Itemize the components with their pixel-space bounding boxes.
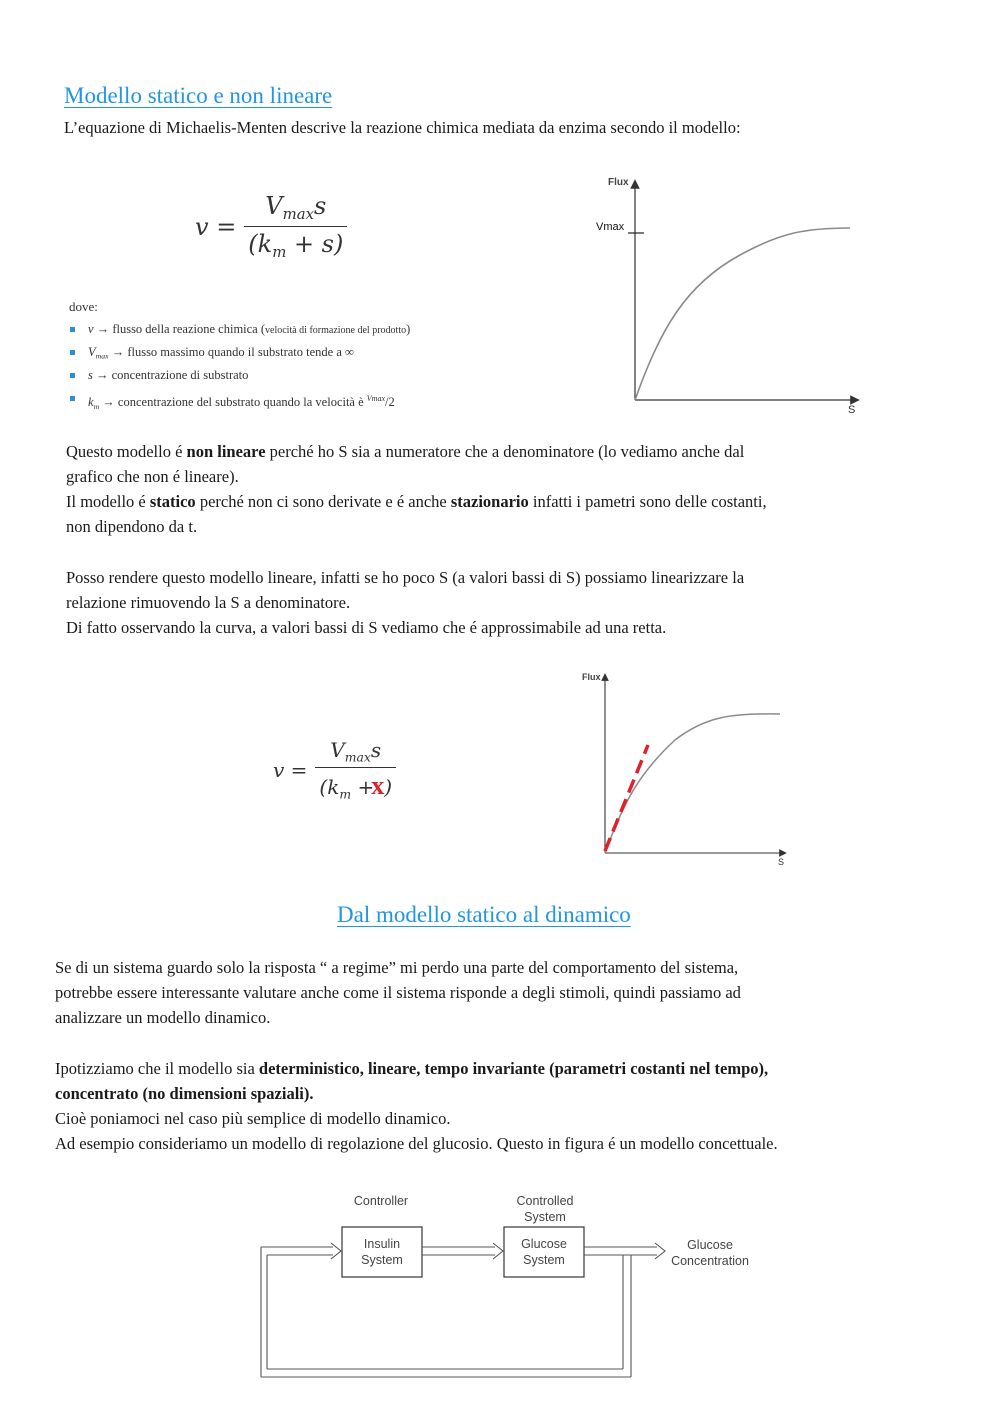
graph2-x-label: S xyxy=(778,857,785,867)
linear-approx-graph xyxy=(575,665,795,870)
graph2-y-label: Flux xyxy=(582,672,601,682)
glucose-control-diagram xyxy=(245,1185,765,1385)
controlled-label-1: Controlled xyxy=(516,1194,574,1208)
denominator-close: ) xyxy=(384,775,393,800)
p3-text: Se di un sistema guardo solo la risposta “ a regime” mi perdo una parte del comportamento del sistema, xyxy=(55,958,739,977)
p2-text: relazione rimuovendo la S a denominatore. xyxy=(66,593,351,612)
symbol-v: v xyxy=(88,322,94,336)
p2-text: Posso rendere questo modello lineare, infatti se ho poco S (a valori bassi di S) possiamo linearizzare la xyxy=(66,568,745,587)
denominator-tail: + s) xyxy=(286,230,344,259)
p1-text: perché ho S sia a numeratore che a denominatore (lo vediamo anche dal xyxy=(265,442,745,461)
formula2-fraction xyxy=(315,738,396,802)
denominator-tail: + xyxy=(351,775,375,800)
symbol-s: s xyxy=(88,368,93,382)
denominator-subscript: m xyxy=(339,786,352,802)
where-label: dove: xyxy=(69,299,98,314)
formula2-numerator xyxy=(315,738,396,768)
p1-bold-static: statico xyxy=(149,492,196,511)
controlled-label-2: System xyxy=(524,1210,566,1224)
p4-bold-properties: deterministico, lineare, tempo invariante (parametri costanti nel tempo), xyxy=(258,1059,769,1078)
formula-lhs: v = xyxy=(195,212,237,241)
section-title-dynamic-model: Dal modello statico al dinamico xyxy=(337,902,631,927)
item-small-text: velocità di formazione del prodotto xyxy=(265,325,407,336)
p1-text: non dipendono da t. xyxy=(66,517,198,536)
symbol-vmax: V xyxy=(88,345,96,359)
numerator-symbol: V xyxy=(330,738,345,762)
graph1-curve xyxy=(635,228,850,400)
p1-text: Questo modello é xyxy=(66,442,187,461)
formula2-denominator xyxy=(315,768,396,801)
glucose-label-1: Glucose xyxy=(521,1237,567,1251)
paragraph-regime xyxy=(55,955,741,1030)
formula2-lhs: v = xyxy=(273,757,308,782)
insulin-system-box xyxy=(342,1227,422,1277)
graph1-x-label: S xyxy=(848,404,856,416)
p1-text: Il modello é xyxy=(66,492,150,511)
where-item-km xyxy=(68,387,410,410)
p3-text: analizzare un modello dinamico. xyxy=(55,1008,271,1027)
numerator-subscript: max xyxy=(344,749,371,765)
paragraph-linearize xyxy=(66,565,744,640)
formula-fraction xyxy=(244,192,347,261)
intro-text: L’equazione di Michaelis-Menten descrive la reazione chimica mediata da enzima secondo il modello: xyxy=(64,118,741,137)
where-item-s xyxy=(68,364,410,387)
insulin-label-1: Insulin xyxy=(363,1237,401,1251)
item-text: → concentrazione di substrato xyxy=(96,368,249,382)
p1-bold-nonlinear: non lineare xyxy=(186,442,266,461)
formula-denominator xyxy=(244,227,347,261)
p4-text: Ipotizziamo che il modello sia xyxy=(55,1059,259,1078)
p2-text: Di fatto osservando la curva, a valori bassi di S vediamo che é approssimabile ad una retta. xyxy=(66,618,667,637)
numerator-tail: s xyxy=(370,738,382,762)
p3-text: potrebbe essere interessante valutare anche come il sistema risponde a degli stimoli, quindi passiamo ad xyxy=(55,983,741,1002)
section-title-static-model: Modello statico e non lineare xyxy=(64,83,333,108)
output-label-2: Concentration xyxy=(671,1254,749,1268)
symbol-subscript: m xyxy=(93,401,100,411)
item-tail: ) xyxy=(406,322,411,336)
p4-bold-concentrated: concentrato (no dimensioni spaziali). xyxy=(55,1084,314,1103)
p1-text: grafico che non é lineare). xyxy=(66,467,239,486)
numerator-subscript: max xyxy=(282,205,315,224)
denominator-open: (k xyxy=(248,230,273,259)
item-text: → flusso massimo quando il substrato tende a ∞ xyxy=(111,345,354,359)
p4-text: Ad esempio consideriamo un modello di regolazione del glucosio. Questo in figura é un modello concettuale. xyxy=(55,1134,778,1153)
denominator-open: (k xyxy=(319,775,340,800)
linear-approx-dashed-line xyxy=(605,745,648,851)
insulin-label-2: System xyxy=(361,1253,403,1267)
numerator-symbol: V xyxy=(265,192,283,220)
vmax-superscript: Vmax xyxy=(366,394,385,403)
p4-text: Cioè poniamoci nel caso più semplice di modello dinamico. xyxy=(55,1109,451,1128)
p1-text: infatti i pametri sono delle costanti, xyxy=(528,492,767,511)
diagram-connectors xyxy=(261,1243,665,1377)
crossed-out-s: x xyxy=(371,771,385,801)
symbol-subscript: max xyxy=(95,351,109,361)
glucose-system-box xyxy=(504,1227,584,1277)
saturation-graph xyxy=(590,170,870,420)
item-tail: /2 xyxy=(385,395,395,410)
where-list xyxy=(68,318,410,410)
formula-numerator xyxy=(244,192,347,227)
where-item-v xyxy=(68,318,410,341)
item-text: → flusso della reazione chimica ( xyxy=(96,322,266,336)
symbol-km: k xyxy=(88,395,94,410)
where-item-vmax xyxy=(68,341,410,364)
controller-label: Controller xyxy=(353,1194,409,1208)
item-text: → concentrazione del substrato quando la velocità è xyxy=(102,395,367,410)
paragraph-hypothesis xyxy=(55,1056,778,1156)
p1-text: perché non ci sono derivate e é anche xyxy=(195,492,451,511)
denominator-subscript: m xyxy=(272,243,287,262)
glucose-label-2: System xyxy=(523,1253,565,1267)
vmax-label: Vmax xyxy=(596,221,625,233)
paragraph-nonlinear xyxy=(66,439,767,539)
michaelis-menten-formula xyxy=(195,192,347,261)
linearized-formula xyxy=(273,738,396,802)
output-label-1: Glucose xyxy=(687,1238,733,1252)
p1-bold-stationary: stazionario xyxy=(450,492,529,511)
numerator-tail: s xyxy=(314,192,327,220)
graph1-y-label: Flux xyxy=(608,177,629,188)
